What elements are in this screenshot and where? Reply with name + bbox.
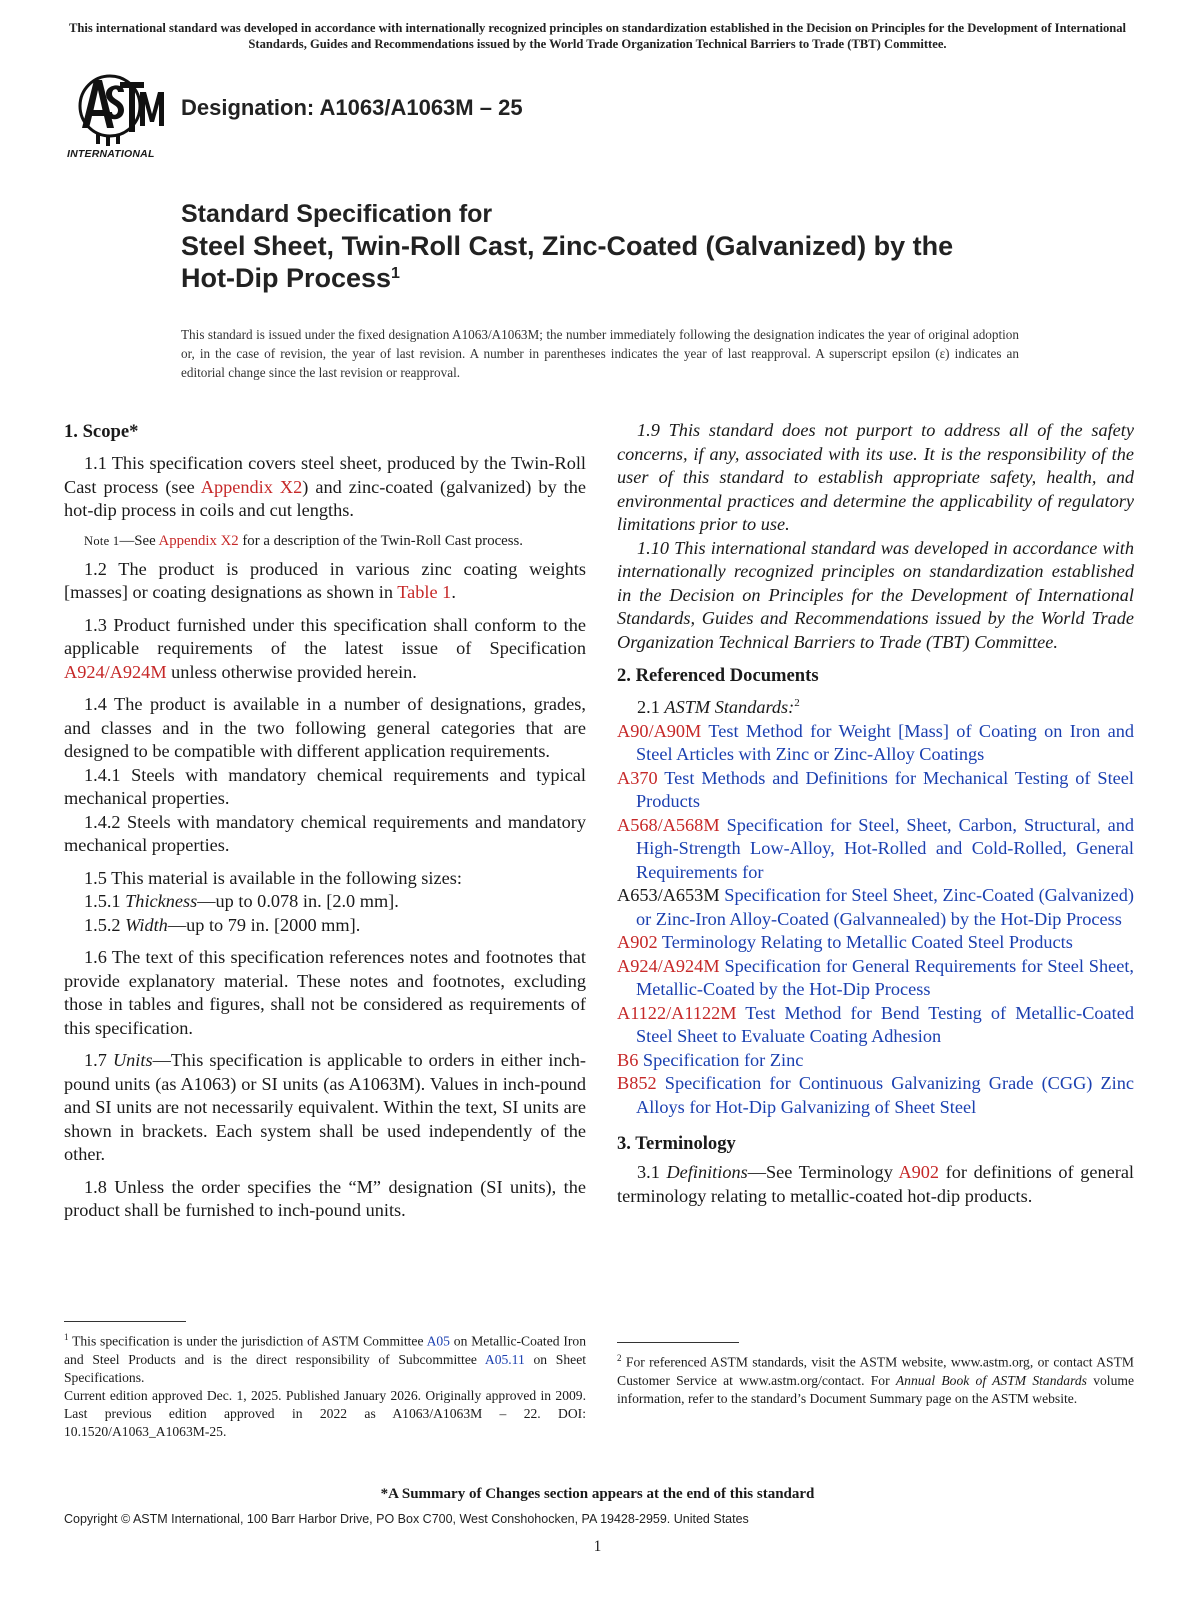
astm-international-logo [62,70,172,166]
footnote-1-a: This specification is under the jurisdiction of ASTM Committee [68,1333,427,1349]
para-1-7 [64,1049,586,1167]
title-line-2: Steel Sheet, Twin-Roll Cast, Zinc-Coated (Galvanized) by the [181,231,954,261]
para-1-7-text: —This specification is applicable to orders in either inch-pound units (as A1063) or SI units (as A1063M). Values in inch-pound and SI units are not necessarily equivalent. Within the text, SI units are shown in brackets. Each system shall be used independently of the other. [64,1050,586,1164]
astm-standards-label [617,692,1134,720]
title-line-3-text: Hot-Dip Process [181,263,392,293]
para-1-1-text: 1.1 This specification covers steel sheet, produced by the Twin-Roll Cast process (see [64,453,586,497]
reference-code-link[interactable]: A924/A924M [617,955,720,976]
para-1-2-text-end: . [451,582,456,602]
reference-item [617,955,1134,1002]
para-1-5-2-num: 1.5.2 [84,914,126,935]
title-line-3 [181,262,1081,294]
definitions-term: Definitions [666,1162,748,1183]
footnote-2-a: For referenced ASTM standards, visit the ASTM website, www.astm.org, or contact ASTM Customer Service at www.astm.org/contact. For [617,1354,1134,1388]
footnote-2-text [617,1349,1134,1408]
para-3-1 [617,1161,1134,1208]
footnote-1-b: on Metallic-Coated Iron and Steel Products and is the direct responsibility of Subcommittee [64,1333,586,1367]
referenced-documents-heading: 2. Referenced Documents [617,665,819,686]
reference-title-link[interactable]: Specification for Zinc [642,1049,804,1070]
para-1-4-2: 1.4.2 Steels with mandatory chemical requirements and mandatory mechanical properties. [64,811,586,855]
reference-title-link[interactable]: Test Methods and Definitions for Mechanical Testing of Steel Products [636,767,1134,812]
para-1-4: 1.4 The product is available in a number of designations, grades, and classes and in the two following general categories that are designed to be compatible with different application requirements. [64,694,586,761]
para-1-2 [64,558,586,605]
copyright: Copyright © ASTM International, 100 Barr Harbor Drive, PO Box C700, West Conshohocken, PA 19428-2959. United States [64,1512,749,1526]
para-1-1 [64,452,586,523]
reference-title-link[interactable]: Specification for Steel, Sheet, Carbon, Structural, and High-Strength Low-Alloy, Hot-Rolled and Cold-Rolled, General Requirements for [636,814,1134,882]
para-1-3-text: 1.3 Product furnished under this specification shall conform to the applicable requirements of the latest issue of Specification [64,614,586,658]
terminology-heading: 3. Terminology [617,1133,736,1155]
para-1-5: 1.5 This material is available in the following sizes: [84,867,462,888]
astm-standards-num: 2.1 [637,697,665,718]
para-1-5-2 [64,914,586,938]
footnote-1-mark: 1 [64,1332,69,1342]
para-1-5-1-text: —up to 0.078 in. [2.0 mm]. [197,891,399,911]
reference-item [617,1049,1134,1073]
summary-of-changes-note: *A Summary of Changes section appears at the end of this standard [380,1486,815,1502]
subcommittee-a05-11-link[interactable]: A05.11 [484,1351,525,1367]
a902-link[interactable]: A902 [898,1162,940,1183]
note-1-label: Note 1 [84,533,120,548]
reference-code-link[interactable]: A902 [617,932,658,953]
units-term: Units [112,1050,153,1070]
para-1-5-2-text: —up to 79 in. [2000 mm]. [167,914,361,935]
para-1-9 [617,419,1134,537]
committee-a05-link[interactable]: A05 [426,1333,450,1349]
title-line-1: Standard Specification for [181,200,493,228]
footnote-1-c: on Sheet Specifications. [64,1351,587,1385]
reference-item [617,931,1134,955]
para-3-1-text: —See Terminology [747,1162,899,1183]
document-title [181,198,1081,294]
para-1-5-1-num: 1.5.1 [84,891,126,911]
reference-title-link[interactable]: Specification for General Requirements for Steel Sheet, Metallic-Coated by the Hot-Dip Process [636,955,1134,1000]
thickness-term: Thickness [125,891,198,911]
reference-code-link[interactable]: A370 [617,767,658,788]
para-1-4-1: 1.4.1 Steels with mandatory chemical requirements and typical mechanical properties. [64,764,586,808]
para-1-6: 1.6 The text of this specification references notes and footnotes that provide explanatory material. These notes and footnotes, excluding those in tables and figures, shall not be considered as requirements of this specification. [64,947,586,1038]
reference-title-link[interactable]: Specification for Steel Sheet, Zinc-Coated (Galvanized) or Zinc-Iron Alloy-Coated (Galvannealed) by the Hot-Dip Process [636,885,1134,929]
reference-title-link[interactable]: Test Method for Bend Testing of Metallic-Coated Steel Sheet to Evaluate Coating Adhesion [636,1002,1134,1047]
right-column [617,419,1134,1208]
note-1-text-end: for a description of the Twin-Roll Cast process. [238,532,523,549]
issue-note: This standard is issued under the fixed designation A1063/A1063M; the number immediately following the designation indicates the year of original adoption or, in the case of revision, the year of last revision. A number in parentheses indicates the year of last reapproval. A superscript epsilon (ε) indicates an editorial change since the last revision or reapproval. [181,327,1019,380]
note-appendix-x2-link[interactable]: Appendix X2 [158,532,239,549]
reference-list [617,720,1134,1120]
title-footnote-mark: 1 [391,265,400,282]
para-3-1-text-end: for definitions of general terminology relating to metallic-coated hot-dip products. [617,1162,1135,1206]
reference-item [617,767,1134,814]
para-1-1-text-end: ) and zinc-coated (galvanized) by the hot-dip process in coils and cut lengths. [64,476,586,520]
designation: Designation: A1063/A1063M – 25 [181,95,523,120]
footnote-2-b: volume information, refer to the standard’s Document Summary page on the ASTM website. [617,1372,1134,1406]
footnote-rule [617,1342,739,1343]
astm-standards-mark: 2 [794,697,800,709]
para-1-10 [617,537,1134,655]
para-1-5-1 [64,890,586,914]
reference-title-link[interactable]: Specification for Continuous Galvanizing Grade (CGG) Zinc Alloys for Hot-Dip Galvanizing of Sheet Steel [636,1073,1134,1117]
para-1-8: 1.8 Unless the order specifies the “M” designation (SI units), the product shall be furnished to inch-pound units. [64,1176,586,1220]
reference-title-link[interactable]: Terminology Relating to Metallic Coated Steel Products [661,932,1073,953]
para-1-10-text: 1.10 This international standard was developed in accordance with internationally recognized principles on standardization established in the Decision on Principles for the Development of International Standards, Guides and Recommendations issued by the World Trade Organization Technical Barriers to Trade (TBT) Committee. [617,537,1134,652]
footnote-1-text [64,1328,586,1387]
note-1 [64,532,586,551]
appendix-x2-link[interactable]: Appendix X2 [200,476,303,497]
footnote-1 [64,1321,586,1441]
para-3-1-num: 3.1 [637,1162,667,1183]
note-1-text: —See [119,532,159,549]
para-1-7-num: 1.7 [84,1050,113,1070]
left-column [64,419,586,1223]
table-1-link[interactable]: Table 1 [397,582,452,602]
logo-text: INTERNATIONAL [67,148,155,160]
reference-code-link: A653/A653M [617,885,720,906]
reference-item [617,720,1134,767]
width-term: Width [125,914,168,935]
top-notice: This international standard was developed in accordance with internationally recognized principles on standardization established in the Decision on Principles for the Development of International Standards, Guides and Recommendations issued by the World Trade Organization Technical Barriers to Trade (TBT) Committee. [68,21,1127,51]
footnote-2 [617,1342,1134,1408]
reference-code-link[interactable]: A90/A90M [617,720,702,741]
a924-link[interactable]: A924/A924M [64,661,167,682]
reference-title-link[interactable]: Test Method for Weight [Mass] of Coating on Iron and Steel Articles with Zinc or Zinc-Alloy Coatings [636,720,1134,765]
para-1-3 [64,614,586,685]
para-1-3-text-end: unless otherwise provided herein. [166,661,417,682]
page-number: 1 [593,1538,602,1555]
para-1-2-text: 1.2 The product is produced in various zinc coating weights [masses] or coating designations as shown in [64,558,586,602]
astm-standards-term: ASTM Standards: [664,697,795,718]
reference-code-link[interactable]: A568/A568M [617,814,720,835]
reference-code-link[interactable]: A1122/A1122M [617,1002,737,1023]
reference-item [617,884,1134,931]
reference-item [617,814,1134,885]
annual-book-title: Annual Book of ASTM Standards [895,1372,1087,1388]
footnote-1-edition: Current edition approved Dec. 1, 2025. Published January 2026. Originally approved in 2009. Last previous edition approved in 2022 as A1063/A1063M – 22. DOI: 10.1520/A1063_A1063M-25. [64,1387,586,1439]
reference-code-link[interactable]: B852 [617,1073,657,1094]
para-1-9-text: 1.9 This standard does not purport to address all of the safety concerns, if any, associated with its use. It is the responsibility of the user of this standard to establish appropriate safety, health, and environmental practices and determine the applicability of regulatory limitations prior to use. [617,420,1134,534]
reference-item [617,1072,1134,1119]
reference-code-link[interactable]: B6 [617,1049,639,1070]
footnote-2-mark: 2 [617,1353,622,1363]
footnote-rule [64,1321,186,1322]
scope-heading: 1. Scope* [64,421,139,442]
reference-item [617,1002,1134,1049]
